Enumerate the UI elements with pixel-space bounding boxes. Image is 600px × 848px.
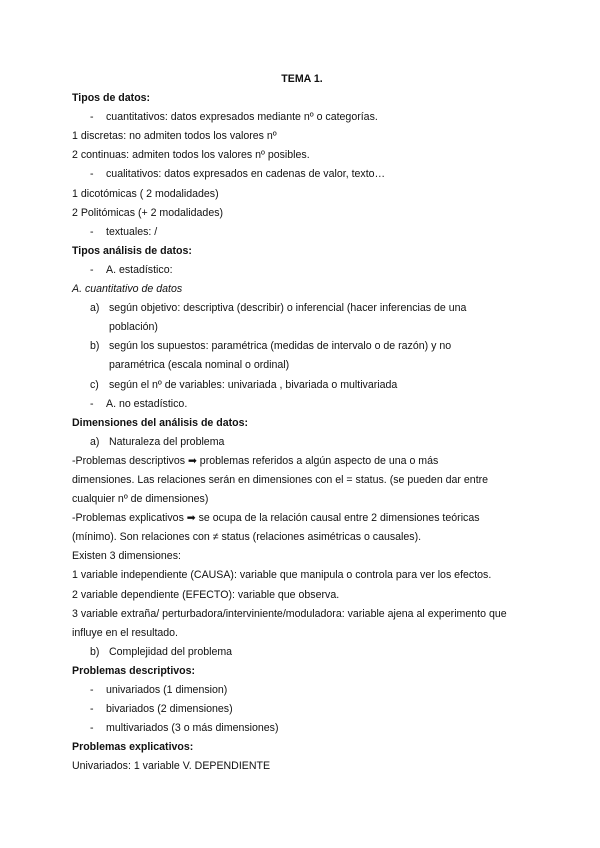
dash-list-item	[72, 223, 532, 242]
list-marker: -	[90, 684, 94, 696]
section-heading: Dimensiones del análisis de datos:	[72, 416, 249, 429]
body-text-line: (mínimo). Son relaciones con ≠ status (relaciones asimétricas o causales).	[72, 531, 422, 544]
dash-list-item	[72, 165, 532, 184]
list-marker: a)	[90, 302, 100, 315]
document-body	[72, 70, 532, 776]
dash-list-item	[72, 261, 532, 280]
list-marker: a)	[90, 435, 100, 448]
list-item-text: según objetivo: descriptiva (describir) o inferencial (hacer inferencias de una	[109, 302, 467, 315]
body-text-line: -Problemas descriptivos ➡ problemas referidos a algún aspecto de una o más	[72, 454, 439, 467]
section-heading: Problemas explicativos:	[72, 741, 194, 754]
list-item-text: según el nº de variables: univariada , bivariada o multivariada	[109, 378, 398, 391]
list-item-text: univariados (1 dimension)	[106, 684, 228, 696]
dash-list-item	[72, 719, 532, 738]
body-text-line: 1 discretas: no admiten todos los valores nº	[72, 130, 277, 143]
body-text-line: 2 variable dependiente (EFECTO): variable que observa.	[72, 588, 340, 601]
lettered-list-item	[72, 433, 532, 452]
body-text-line: influye en el resultado.	[72, 626, 179, 639]
list-item-text: Complejidad del problema	[109, 645, 233, 658]
body-text-line: cualquier nº de dimensiones)	[72, 493, 209, 506]
list-marker: -	[90, 168, 94, 181]
list-marker: -	[90, 722, 94, 735]
lettered-list-item	[72, 643, 532, 662]
lettered-list-item	[72, 299, 532, 318]
body-text-line: 2 continuas: admiten todos los valores nº posibles.	[72, 149, 310, 162]
body-text-line: 2 Politómicas (+ 2 modalidades)	[72, 206, 224, 219]
list-item-text: bivariados (2 dimensiones)	[106, 703, 233, 716]
list-marker: b)	[90, 340, 100, 353]
italic-subheading: A. cuantitativo de datos	[72, 283, 183, 296]
list-marker: -	[90, 111, 94, 124]
dash-list-item	[72, 700, 532, 719]
list-item-text: multivariados (3 o más dimensiones)	[106, 722, 279, 735]
list-item-text: según los supuestos: paramétrica (medidas de intervalo o de razón) y no	[109, 340, 452, 353]
body-text-line: 1 dicotómicas ( 2 modalidades)	[72, 187, 219, 200]
list-item-text: cualitativos: datos expresados en cadenas de valor, texto…	[106, 168, 386, 181]
body-text-line: dimensiones. Las relaciones serán en dimensiones con el = status. (se pueden dar entre	[72, 473, 489, 486]
lettered-list-item	[72, 337, 532, 356]
dash-list-item	[72, 108, 532, 127]
list-marker: b)	[90, 645, 100, 658]
section-heading: Tipos de datos:	[72, 92, 151, 105]
list-item-text: textuales: /	[106, 225, 158, 238]
list-item-continuation: paramétrica (escala nominal o ordinal)	[109, 359, 290, 372]
body-text-line: -Problemas explicativos ➡ se ocupa de la relación causal entre 2 dimensiones teóricas	[72, 512, 480, 525]
page-title: TEMA 1.	[281, 73, 323, 85]
section-heading: Problemas descriptivos:	[72, 664, 196, 677]
list-marker: -	[90, 263, 94, 276]
body-text-line: 3 variable extraña/ perturbadora/interviniente/moduladora: variable ajena al experimento que	[72, 607, 507, 620]
body-text-line: Existen 3 dimensiones:	[72, 550, 181, 563]
list-item-text: Naturaleza del problema	[109, 435, 225, 448]
list-marker: -	[90, 397, 94, 410]
list-marker: c)	[90, 378, 99, 391]
list-marker: -	[90, 703, 94, 716]
body-text-line: Univariados: 1 variable V. DEPENDIENTE	[72, 760, 271, 773]
lettered-list-item	[72, 376, 532, 395]
body-text-line: 1 variable independiente (CAUSA): variable que manipula o controla para ver los efectos.	[72, 569, 492, 582]
dash-list-item	[72, 681, 532, 700]
list-marker: -	[90, 225, 94, 238]
list-item-text: cuantitativos: datos expresados mediante nº o categorías.	[106, 111, 378, 124]
section-heading: Tipos análisis de datos:	[72, 244, 192, 257]
list-item-text: A. no estadístico.	[106, 397, 188, 410]
list-item-text: A. estadístico:	[106, 263, 173, 276]
dash-list-item	[72, 395, 532, 414]
list-item-continuation: población)	[109, 321, 158, 334]
